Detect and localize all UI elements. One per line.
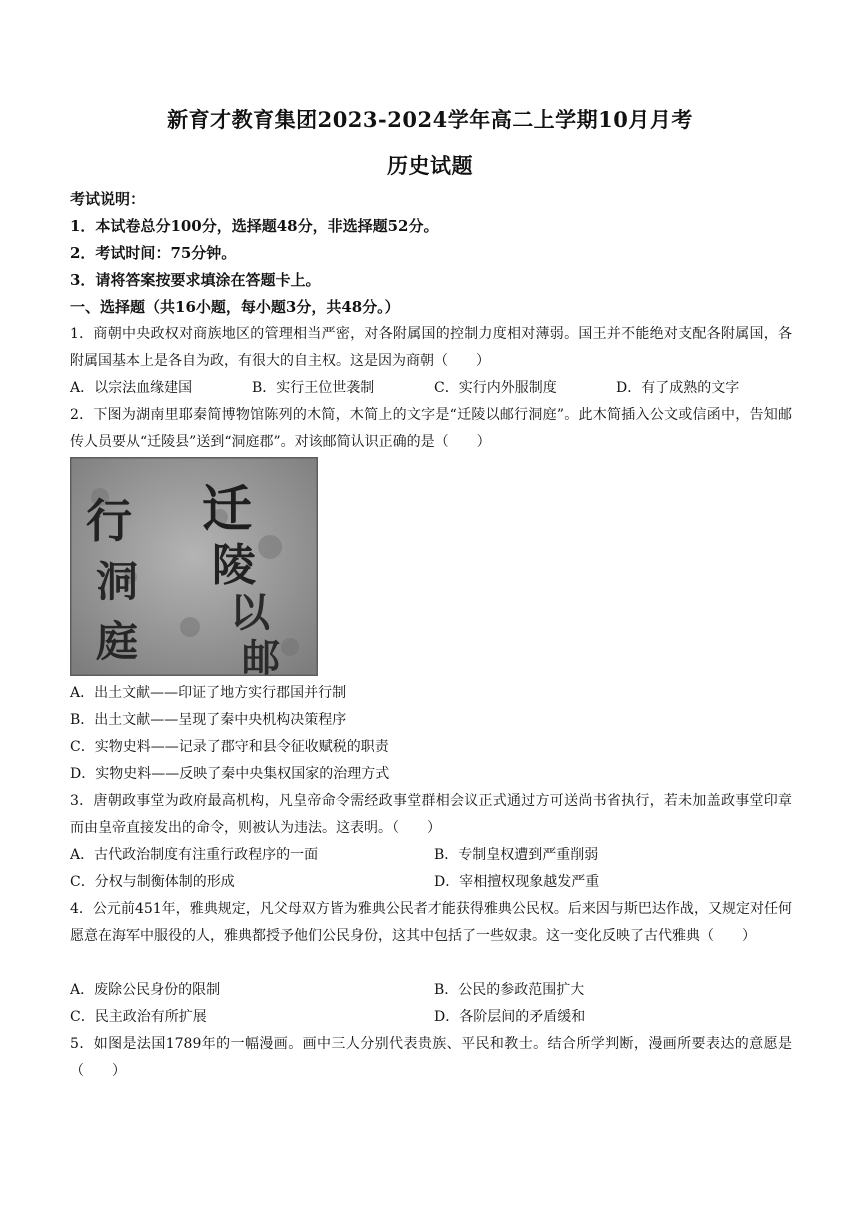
bamboo-slip-photo [70, 457, 318, 676]
option: B．公民的参政范围扩大 [434, 982, 585, 998]
option: C．实行内外服制度 [434, 380, 557, 396]
slip-char: 行 [86, 494, 132, 548]
option: A．古代政治制度有注重行政程序的一面 [70, 847, 319, 863]
option: C．分权与制衡体制的形成 [70, 874, 235, 890]
instruction-item: 3．请将答案按要求填涂在答题卡上。 [70, 271, 321, 289]
slip-char: 以 [230, 589, 270, 636]
question-stem: 3．唐朝政事堂为政府最高机构，凡皇帝命令需经政事堂群相会议正式通过方可送尚书省执行，若未加盖政事堂印章而由皇帝直接发出的命令，则被认为违法。这表明。（ ） [70, 793, 792, 836]
slip-char: 洞 [96, 557, 139, 606]
slip-char: 庭 [96, 617, 139, 666]
question-stem: 5．如图是法国1789年的一幅漫画。画中三人分别代表贵族、平民和教士。结合所学判断，漫画所要表达的意愿是（ ） [70, 1036, 792, 1079]
option: A．以宗法血缘建国 [70, 380, 193, 396]
slip-char: 邮 [242, 635, 281, 676]
option: D．有了成熟的文字 [616, 380, 740, 396]
instruction-item: 1．本试卷总分100分，选择题48分，非选择题52分。 [70, 217, 439, 235]
question-stem: 2．下图为湖南里耶秦简博物馆陈列的木简，木简上的文字是“迁陵以邮行洞庭”。此木简插入公文或信函中，告知邮传人员要从“迁陵县”送到“洞庭郡”。对该邮简认识正确的是（ ） [70, 407, 792, 450]
option: A．废除公民身份的限制 [70, 982, 221, 998]
option: B．专制皇权遭到严重削弱 [434, 847, 599, 863]
option: A．出土文献——印证了地方实行郡国并行制 [70, 685, 347, 701]
option: C．实物史料——记录了郡守和县令征收赋税的职责 [70, 739, 389, 755]
option: B．实行王位世袭制 [252, 380, 375, 396]
slip-char: 迁 [202, 479, 252, 538]
question-stem: 1．商朝中央政权对商族地区的管理相当严密，对各附属国的控制力度相对薄弱。国王并不能绝对支配各附属国，各附属国基本上是各自为政，有很大的自主权。这是因为商朝（ ） [70, 326, 792, 369]
option: B．出土文献——呈现了秦中央机构决策程序 [70, 712, 347, 728]
option: D．各阶层间的矛盾缓和 [434, 1009, 586, 1025]
option: D．宰相擅权现象越发严重 [434, 874, 600, 890]
exam-subtitle: 历史试题 [387, 153, 473, 178]
instructions-heading: 考试说明： [70, 190, 146, 208]
question-stem: 4．公元前451年，雅典规定，凡父母双方皆为雅典公民者才能获得雅典公民权。后来因与斯巴达作战，又规定对任何愿意在海军中服役的人，雅典都授予他们公民身份，这其中包括了一些奴隶。这一变化反映了古代雅典（ ） [70, 901, 792, 944]
instruction-item: 2．考试时间：75分钟。 [70, 244, 237, 262]
option: D．实物史料——反映了秦中央集权国家的治理方式 [70, 766, 390, 782]
exam-title: 新育才教育集团2023-2024学年高二上学期10月月考 [167, 107, 693, 132]
slip-char: 陵 [212, 540, 256, 591]
section-heading: 一、选择题（共16小题，每小题3分，共48分。） [70, 298, 400, 316]
option: C．民主政治有所扩展 [70, 1009, 207, 1025]
